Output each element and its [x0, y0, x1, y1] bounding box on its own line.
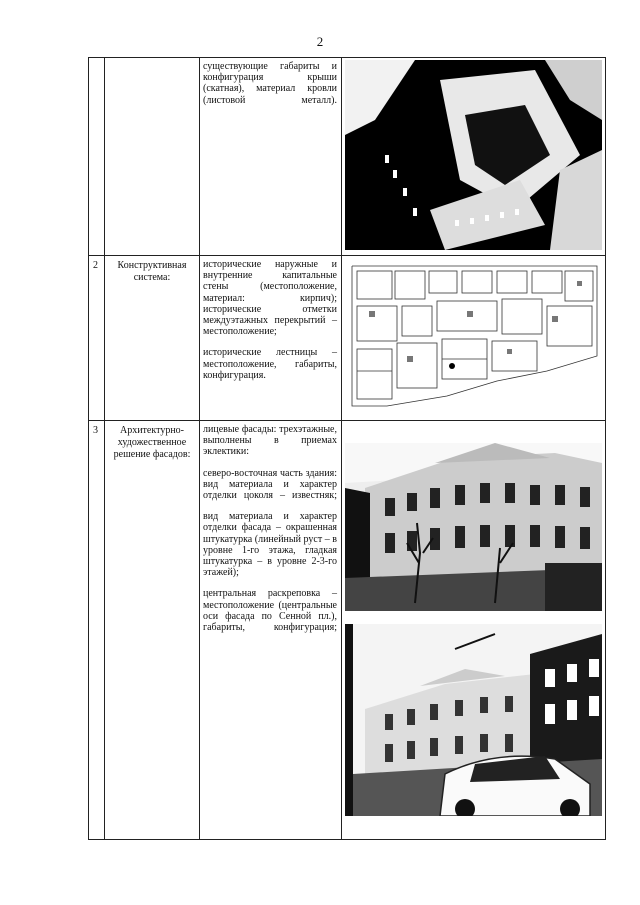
column-divider-section [199, 58, 200, 839]
facade-photo-north-east [345, 443, 602, 611]
roof-aerial-photo [345, 60, 602, 250]
row-description [203, 259, 337, 391]
row-description [203, 61, 337, 116]
description-paragraph: вид материала и характер отделки фасада – окрашенная штукатурка (линейный руст – в уровне 1-го этажа, гладкая штукатурка – в уровне 2-3-го этажей); [203, 511, 337, 579]
row-number: 2 [93, 260, 98, 271]
description-paragraph: исторические лестницы – местоположение, габариты, конфигурация. [203, 347, 337, 381]
row-number: 3 [93, 425, 98, 436]
row-section: Конструктивная система: [117, 260, 187, 283]
page-number: 2 [316, 34, 324, 49]
row-section: Архитектурно-художественное решение фасадов: [113, 425, 191, 460]
description-paragraph: северо-восточная часть здания: вид материала и характер отделки цоколя – известняк; [203, 467, 337, 502]
floor-plan-image [347, 261, 602, 413]
description-paragraph: существующие габариты и конфигурация крыши (скатная), материал кровли (листовой металл). [203, 61, 337, 106]
attributes-table [88, 57, 606, 840]
row-description [203, 424, 337, 643]
row-divider-1 [89, 255, 605, 256]
column-divider-description [341, 58, 342, 839]
column-divider-number [104, 58, 105, 839]
description-paragraph: центральная раскреповка – местоположение (центральные оси фасада по Сенной пл.), габариты, конфигурация; [203, 588, 337, 634]
description-paragraph: лицевые фасады: трехэтажные, выполнены в приемах эклектики: [203, 424, 337, 458]
facade-photo-central-projection [345, 624, 602, 816]
row-divider-2 [89, 420, 605, 421]
description-paragraph: исторические наружные и внутренние капитальные стены (местоположение, материал: кирпич); исторические отметки междуэтажных перекрытий – местоположение; [203, 259, 337, 338]
